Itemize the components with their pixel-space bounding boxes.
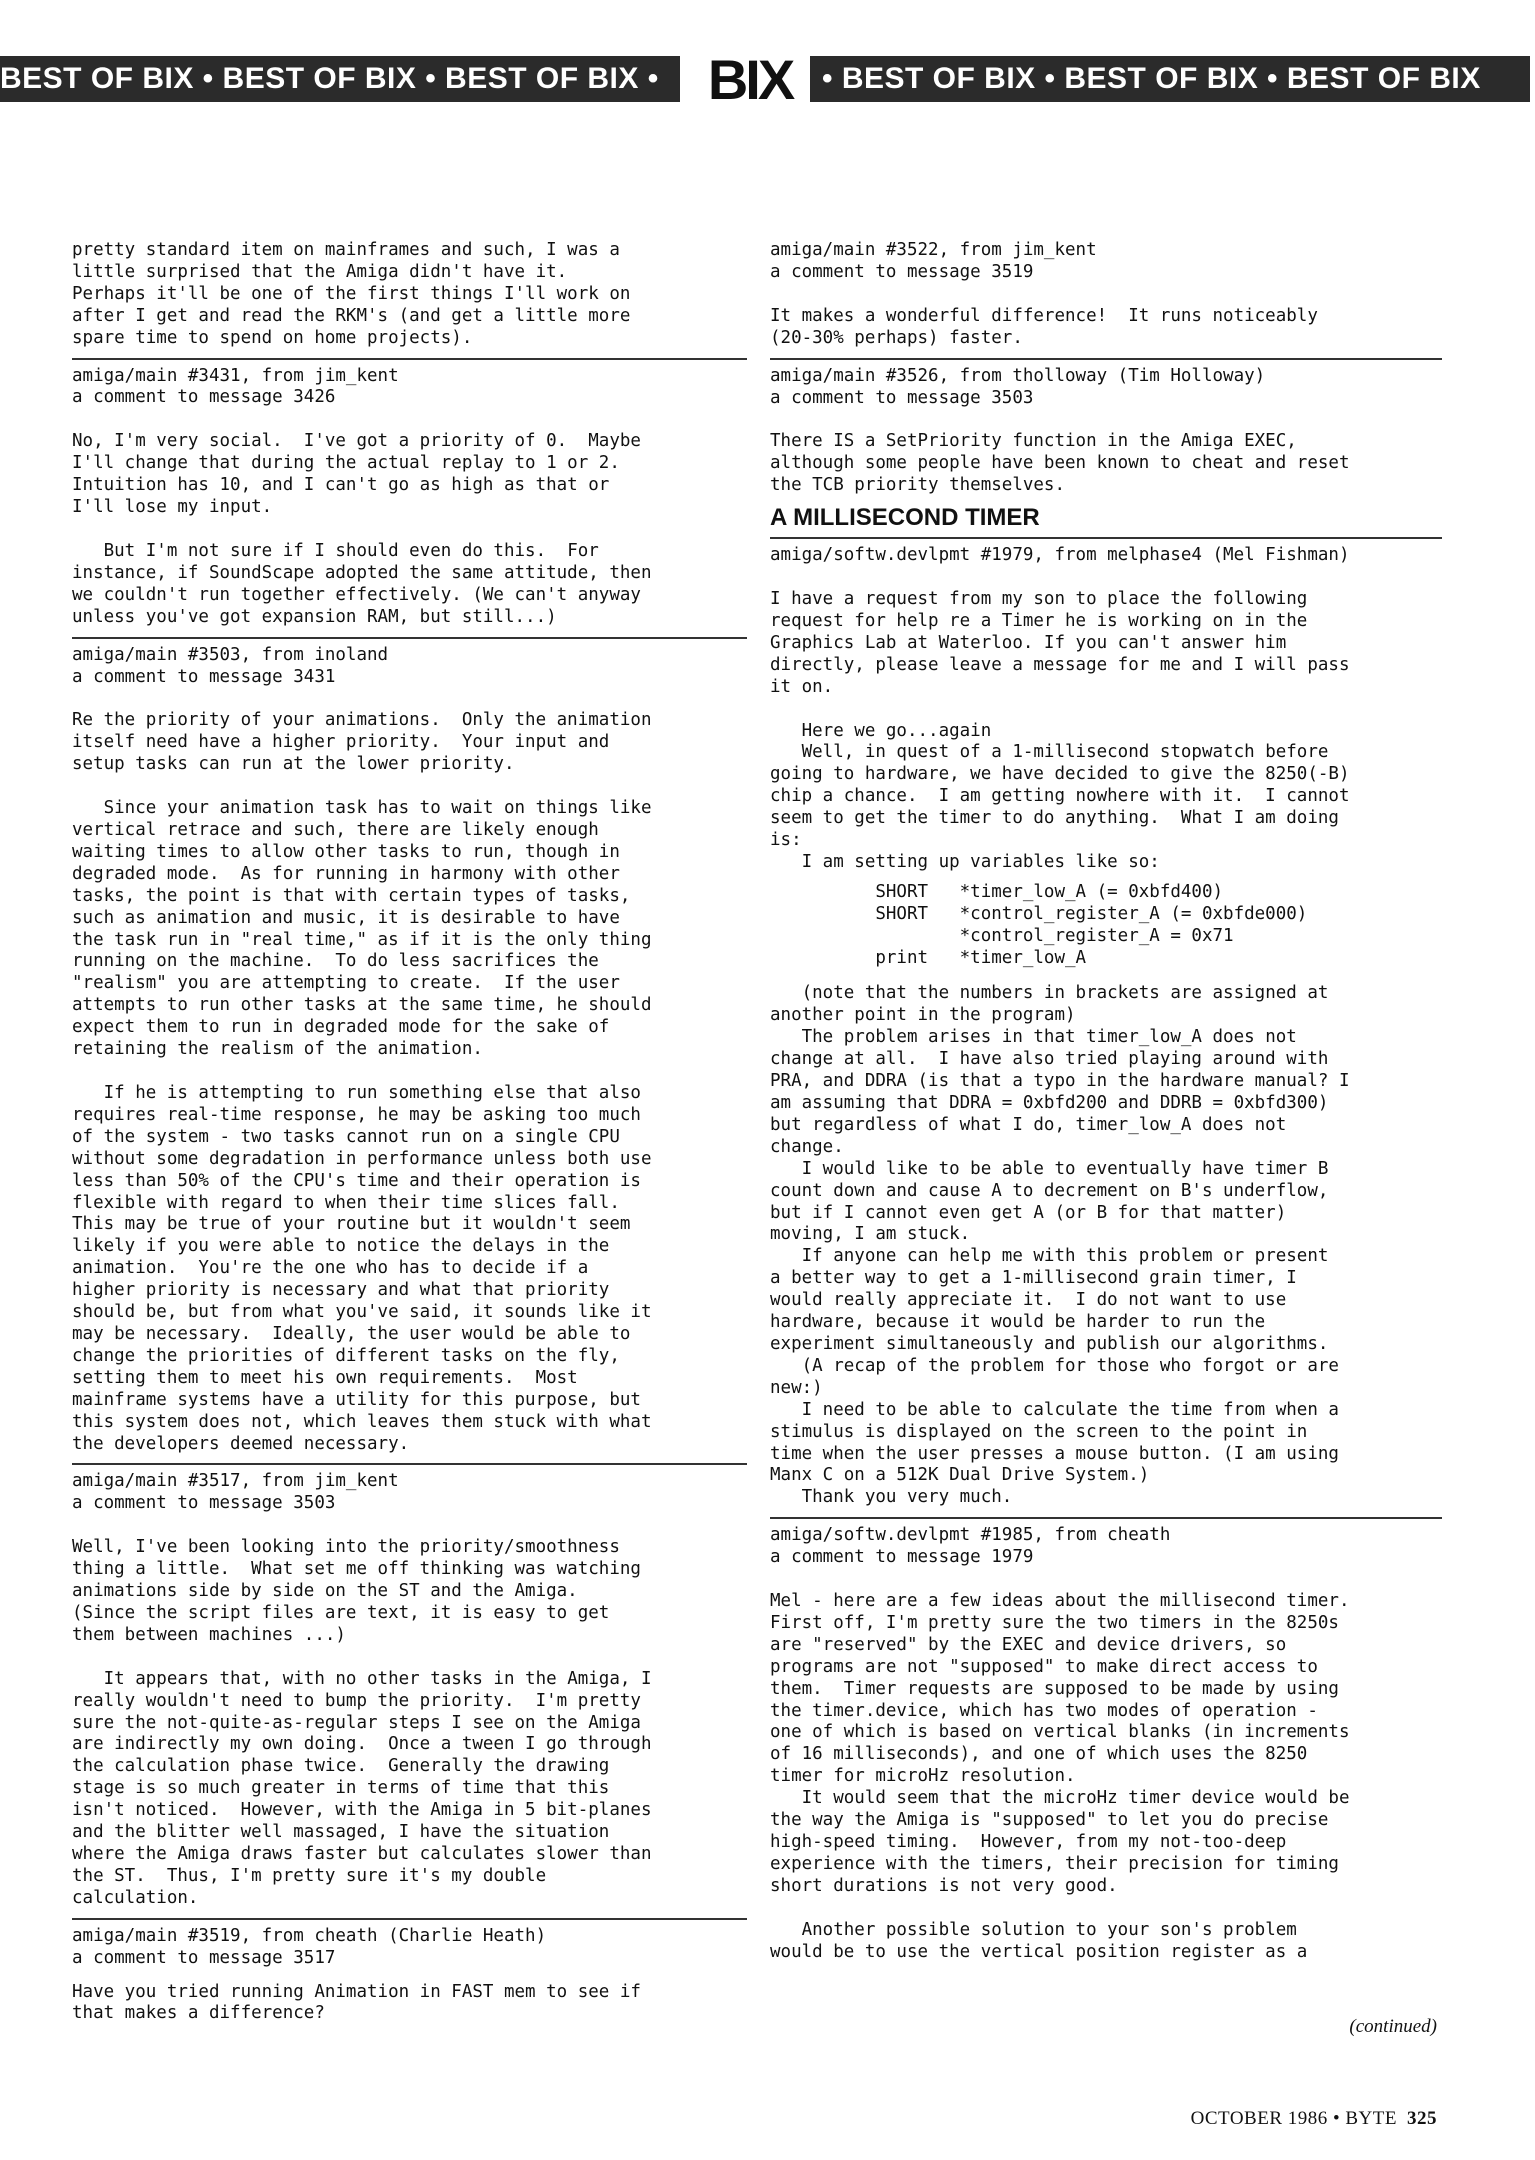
message-paragraph: (note that the numbers in brackets are assigned at another point in the program) The problem arises in that timer_low_A does not change at all. I have also tried playing around with PRA, and DDRA (is that a typo in the hardware manual? I am assuming that DDRA = 0xbfd200 and DDRB = 0xbfd300) but regardless of what I do, timer_low_A does not change. I would like to be able to eventually have timer B count down and cause A to decrement on B's underflow, but if I cannot even get A (or B for that matter) moving, I am stuck. If anyone can help me with this problem or present a better way to get a 1-millisecond grain timer, I would really appreciate it. I do not want to use hardware, because it would be harder to run the experiment simultaneously and publish our algorithms. (A recap of the problem for those who forgot or are new:) I need to be able to calculate the time from when a stimulus is displayed on the screen to the point in time when the user presses a mouse button. (I am using Manx C on a 512K Dual Drive System.) Thank you very much. bbox=[770, 983, 1350, 1508]
right-column bbox=[770, 240, 1442, 1964]
left-column bbox=[72, 240, 747, 2047]
intro-text: pretty standard item on mainframes and such, I was a little surprised that the Amiga didn't have it. Perhaps it'll be one of the first things I'll work on after I get and read the RKM's (and get a little more spare time to spend on home projects). bbox=[72, 240, 631, 348]
message-header: amiga/softw.devlpmt #1985, from cheath a comment to message 1979 bbox=[770, 1525, 1171, 1568]
message-paragraph: No, I'm very social. I've got a priority of 0. Maybe I'll change that during the actual replay to 1 or 2. Intuition has 10, and I can't go as high as that or I'll lose my input. bbox=[72, 431, 641, 518]
message-1979 bbox=[770, 537, 1442, 1509]
banner-left: BEST OF BIX • BEST OF BIX • BEST OF BIX • bbox=[0, 56, 680, 102]
code-block: SHORT *timer_low_A (= 0xbfd400) SHORT *control_register_A (= 0xbfde000) *control_register_A = 0x71 print *timer_low_A bbox=[875, 881, 1308, 968]
message-3431 bbox=[72, 358, 747, 629]
page-number: 325 bbox=[1407, 2108, 1437, 2129]
page-footer bbox=[1191, 2108, 1437, 2130]
issue-info: OCTOBER 1986 • BYTE bbox=[1190, 2108, 1397, 2129]
message-3503 bbox=[72, 637, 747, 1456]
message-header: amiga/main #3517, from jim_kent a comment to message 3503 bbox=[72, 1471, 399, 1514]
header-banner bbox=[0, 48, 1535, 111]
message-header: amiga/main #3431, from jim_kent a comment to message 3426 bbox=[72, 365, 399, 408]
message-header: amiga/main #3519, from cheath (Charlie Heath) a comment to message 3517 bbox=[72, 1925, 547, 1968]
message-header: amiga/main #3526, from tholloway (Tim Holloway) a comment to message 3503 bbox=[770, 365, 1266, 408]
bix-logo: BIX bbox=[707, 48, 793, 111]
message-paragraph: Have you tried running Animation in FAST mem to see if that makes a difference? bbox=[72, 1981, 641, 2024]
message-paragraph: I have a request from my son to place the following request for help re a Timer he is working on in the Graphics Lab at Waterloo. If you can't answer him directly, please leave a message for me and I will pass it on. bbox=[770, 588, 1350, 697]
message-paragraph: It makes a wonderful difference! It runs noticeably (20-30% perhaps) faster. bbox=[770, 305, 1318, 348]
message-header: amiga/main #3503, from inoland a comment to message 3431 bbox=[72, 644, 389, 687]
continued-label: (continued) bbox=[1349, 2016, 1437, 2037]
message-paragraph: Re the priority of your animations. Only the animation itself need have a higher priority. Your input and setup tasks can run at the lower priority. bbox=[72, 710, 652, 775]
message-header: amiga/main #3522, from jim_kent a comment to message 3519 bbox=[770, 240, 1097, 282]
message-paragraph: Another possible solution to your son's problem would be to use the vertical position register as a bbox=[770, 1919, 1308, 1962]
message-1985 bbox=[770, 1517, 1442, 1963]
message-paragraph: Mel - here are a few ideas about the millisecond timer. First off, I'm pretty sure the two timers in the 8250s are "reserved" by the EXEC and device drivers, so programs are not "supposed" to make direct access to them. Timer requests are supposed to be made by using the timer.device, which has two modes of operation - one of which is based on vertical blanks (in increments of 16 milliseconds), and one of which uses the 8250 timer for microHz resolution. It would seem that the microHz timer device would be the way the Amiga is "supposed" to let you do precise high-speed timing. However, from my not-too-deep experience with the timers, their precision for timing short durations is not very good. bbox=[770, 1591, 1350, 1896]
message-paragraph: Well, I've been looking into the priority/smoothness thing a little. What set me off thinking was watching animations side by side on the ST and the Amiga. (Since the script files are text, it is easy to get them between machines ...) bbox=[72, 1537, 641, 1645]
message-3517 bbox=[72, 1463, 747, 1909]
section-title: A MILLISECOND TIMER bbox=[770, 504, 1040, 532]
message-paragraph: There IS a SetPriority function in the Amiga EXEC, although some people have been known to cheat and reset the TCB priority themselves. bbox=[770, 431, 1350, 496]
message-paragraph: But I'm not sure if I should even do this. For instance, if SoundScape adopted the same attitude, then we couldn't run together effectively. (We can't anyway unless you've got expansion RAM, but still...) bbox=[72, 540, 652, 627]
message-paragraph: Since your animation task has to wait on things like vertical retrace and such, there are likely enough waiting times to allow other tasks to run, though in degraded mode. As for running in harmony with other tasks, the point is that with certain types of tasks, such as animation and music, it is desirable to have the task run in "real time," as if it is the only thing running on the machine. To do less sacrifices the "realism" you are attempting to create. If the user attempts to run other tasks at the same time, he should expect them to run in degraded mode for the sake of retaining the realism of the animation. bbox=[72, 798, 652, 1060]
banner-right: • BEST OF BIX • BEST OF BIX • BEST OF BIX bbox=[810, 56, 1530, 102]
message-paragraph: If he is attempting to run something else that also requires real-time response, he may be asking too much of the system - two tasks cannot run on a single CPU without some degradation in performance unless both use less than 50% of the CPU's time and their operation is flexible with regard to when their time slices fall. This may be true of your routine but it wouldn't seem likely if you were able to notice the delays in the animation. You're the one who has to decide if a higher priority is necessary and what that priority should be, but from what you've said, it sounds like it may be necessary. Ideally, the user would be able to change the priorities of different tasks on the fly, setting them to meet his own requirements. Most mainframe systems have a utility for this purpose, but this system does not, which leaves them stuck with what the developers deemed necessary. bbox=[72, 1083, 652, 1454]
message-3526 bbox=[770, 358, 1442, 498]
message-paragraph: Here we go...again Well, in quest of a 1-millisecond stopwatch before going to hardware, we have decided to give the 8250(-B) chip a chance. I am getting nowhere with it. I cannot seem to get the timer to do anything. What I am doing is: I am setting up variables like so: bbox=[770, 720, 1350, 872]
message-3519 bbox=[72, 1918, 747, 2026]
message-paragraph: It appears that, with no other tasks in the Amiga, I really wouldn't need to bump the priority. I'm pretty sure the not-quite-as-regular steps I see on the Amiga are indirectly my own doing. Once a tween I go through the calculation phase twice. Generally the drawing stage is so much greater in terms of time that this isn't noticed. However, with the Amiga in 5 bit-planes and the blitter well massaged, I have the situation where the Amiga draws faster but calculates slower than the ST. Thus, I'm pretty sure it's my double calculation. bbox=[72, 1668, 652, 1908]
message-header: amiga/softw.devlpmt #1979, from melphase4 (Mel Fishman) bbox=[770, 545, 1350, 566]
message-3522 bbox=[770, 240, 1442, 350]
